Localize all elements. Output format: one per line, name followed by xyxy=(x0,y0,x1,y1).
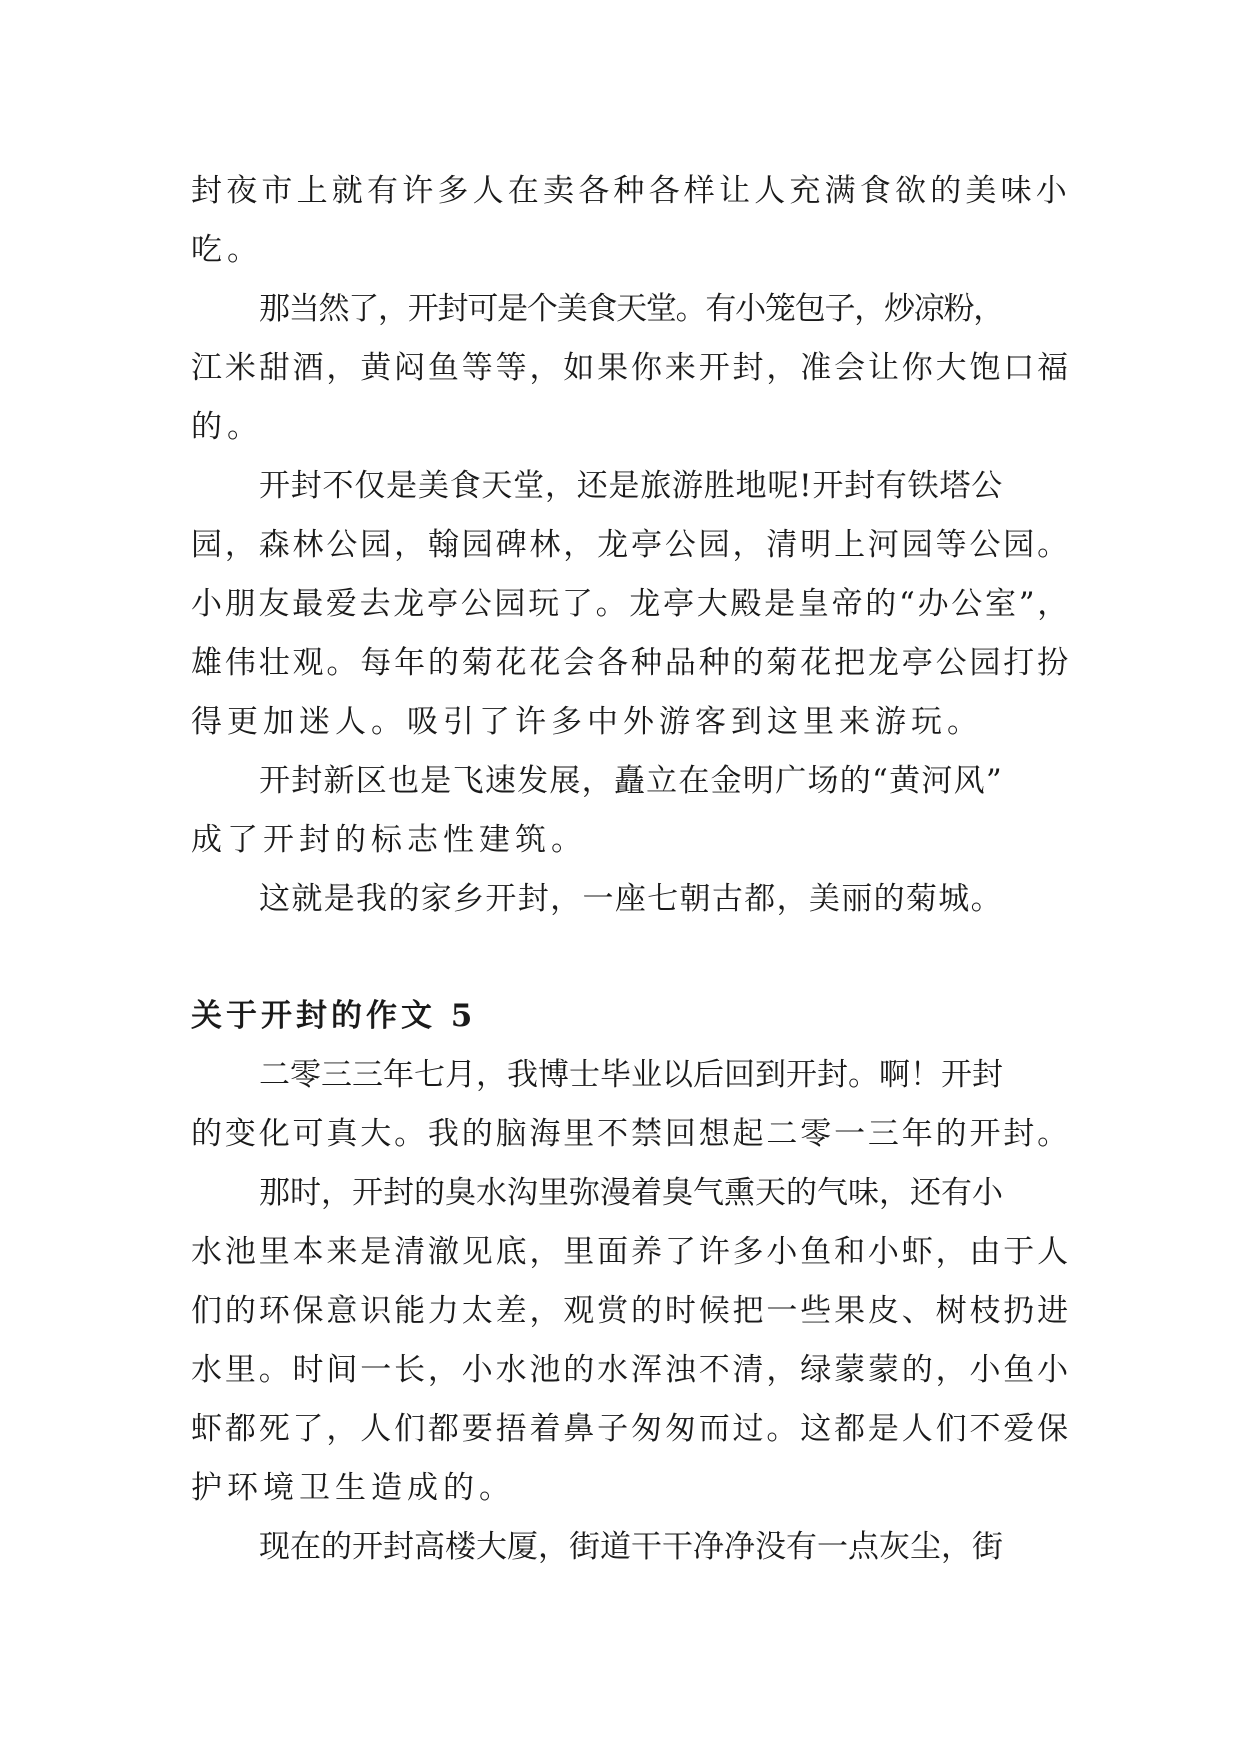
paragraph-line: 开封不仅是美食天堂，还是旅游胜地呢!开封有铁塔公 xyxy=(259,468,1003,504)
paragraph-line: 开封新区也是飞速发展，矗立在金明广场的“黄河风” xyxy=(259,763,1003,799)
paragraph xyxy=(191,1046,1071,1164)
paragraph xyxy=(191,162,1071,280)
paragraph-line: 的变化可真大。我的脑海里不禁回想起二零一三年的开封。 xyxy=(191,1116,1071,1152)
paragraph-line: 那时，开封的臭水沟里弥漫着臭气熏天的气味，还有小 xyxy=(259,1175,1003,1211)
paragraph-line: 虾都死了，人们都要捂着鼻子匆匆而过。这都是人们不爱保 xyxy=(191,1411,1071,1447)
paragraph-line: 们的环保意识能力太差，观赏的时候把一些果皮、树枝扔进 xyxy=(191,1293,1071,1329)
section-title: 关于开封的作文 5 xyxy=(191,998,477,1034)
paragraph-line: 现在的开封高楼大厦，街道干干净净没有一点灰尘，街 xyxy=(259,1529,1003,1565)
paragraph-line: 封夜市上就有许多人在卖各种各样让人充满食欲的美味小 xyxy=(191,173,1071,209)
paragraph xyxy=(191,1518,1071,1577)
paragraph-line: 园，森林公园，翰园碑林，龙亭公园，清明上河园等公园。 xyxy=(191,527,1071,563)
paragraph-line: 水里。时间一长，小水池的水浑浊不清，绿蒙蒙的，小鱼小 xyxy=(191,1352,1071,1388)
paragraph-line: 成了开封的标志性建筑。 xyxy=(191,822,587,858)
paragraph xyxy=(191,457,1071,752)
body-text-after xyxy=(191,1046,1071,1577)
paragraph-line: 这就是我的家乡开封，一座七朝古都，美丽的菊城。 xyxy=(259,881,1003,917)
paragraph-line: 雄伟壮观。每年的菊花花会各种品种的菊花把龙亭公园打扮 xyxy=(191,645,1071,681)
paragraph xyxy=(191,1164,1071,1518)
paragraph-line: 吃。 xyxy=(191,232,263,268)
document-page xyxy=(191,162,1071,1577)
paragraph xyxy=(191,752,1071,870)
paragraph xyxy=(191,870,1071,929)
paragraph xyxy=(191,280,1071,457)
paragraph-line: 江米甜酒，黄闷鱼等等，如果你来开封，准会让你大饱口福 xyxy=(191,350,1071,386)
paragraph-line: 二零三三年七月，我博士毕业以后回到开封。啊！开封 xyxy=(259,1057,1003,1093)
paragraph-line: 水池里本来是清澈见底，里面养了许多小鱼和小虾，由于人 xyxy=(191,1234,1071,1270)
paragraph-line: 得更加迷人。吸引了许多中外游客到这里来游玩。 xyxy=(191,704,983,740)
paragraph-line: 护环境卫生造成的。 xyxy=(191,1470,515,1506)
paragraph-line: 的。 xyxy=(191,409,263,445)
paragraph-line: 小朋友最爱去龙亭公园玩了。龙亭大殿是皇帝的“办公室”， xyxy=(191,586,1071,622)
body-text-before xyxy=(191,162,1071,929)
paragraph-line: 那当然了，开封可是个美食天堂。有小笼包子，炒凉粉， xyxy=(259,291,1003,327)
